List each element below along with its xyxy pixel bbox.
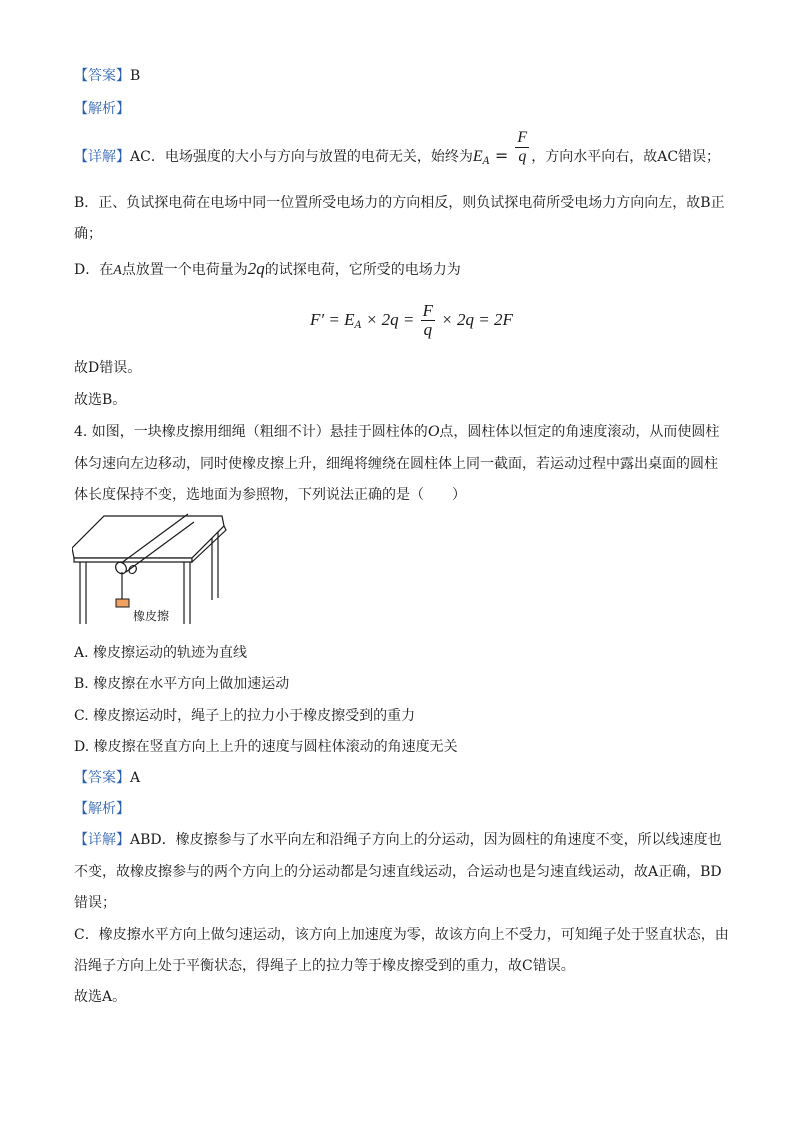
- ea-fraction: [515, 129, 529, 166]
- q4-stem1-point: O: [427, 423, 440, 440]
- formula-fraction: [421, 302, 435, 339]
- q3-d-charge: 2q: [247, 259, 265, 278]
- q3-detail-label: 【详解】: [74, 149, 130, 165]
- q3-b-line2: 确；: [74, 226, 102, 242]
- q4-stem1-text-b: 点，圆柱体以恒定的角速度滚动，从而使圆柱: [439, 424, 720, 440]
- q3-detail-ac: [74, 129, 721, 172]
- ea-fraction-num: F: [517, 129, 528, 146]
- q3-b-line1: B．正、负试探电荷在电场中同一位置所受电场力的方向相反，则负试探电荷所受电场力方向向左，故B正: [74, 195, 725, 211]
- q4-abd-line1: [74, 830, 722, 850]
- q4-option-c: C. 橡皮擦运动时，绳子上的拉力小于橡皮擦受到的重力: [74, 708, 416, 724]
- q4-choose: 故选A。: [74, 989, 127, 1005]
- q4-option-b: B. 橡皮擦在水平方向上做加速运动: [74, 676, 290, 692]
- table-cylinder-figure: [72, 512, 232, 628]
- q3-d-line: [74, 259, 461, 281]
- ea-subscript: A: [482, 156, 490, 167]
- q4-c-line1: C．橡皮擦水平方向上做匀速运动，该方向上加速度为零，故该方向上不受力，可知绳子处于竖直状态，由: [74, 927, 729, 943]
- formula-mid2: × 2q = 2F: [437, 310, 513, 329]
- force-formula: [310, 302, 513, 339]
- q4-abd-line2: 不变，故橡皮擦参与的两个方向上的分运动都是匀速直线运动，合运动也是匀速直线运动，故A正确，BD: [74, 864, 722, 880]
- figure-point-label: O: [128, 563, 138, 577]
- ea-equals: =: [489, 146, 514, 165]
- q3-d-text-a: D．在: [74, 262, 114, 278]
- ea-inline-equation: [472, 129, 531, 167]
- q3-analysis-label: 【解析】: [74, 101, 130, 117]
- q3-d-text-c: 的试探电荷，它所受的电场力为: [264, 262, 461, 278]
- q4-abd-text1: ABD．橡皮擦参与了水平向左和沿绳子方向上的分运动，因为圆柱的角速度不变，所以线速度也: [130, 832, 722, 848]
- q4-answer-line: [74, 768, 140, 788]
- q3-d-conclusion: 故D错误。: [74, 360, 142, 376]
- q4-answer-value: A: [130, 770, 141, 786]
- q4-stem-line3: 体长度保持不变，选地面为参照物，下列说法正确的是（ ）: [74, 487, 466, 503]
- formula-fraction-den: q: [423, 320, 433, 339]
- q4-detail-label: 【详解】: [74, 832, 130, 848]
- q3-choose: 故选B。: [74, 392, 127, 408]
- formula-fraction-num: F: [422, 301, 434, 320]
- q3-d-text-b: 点放置一个电荷量为: [121, 262, 248, 278]
- q4-option-a: A. 橡皮擦运动的轨迹为直线: [74, 645, 248, 661]
- q4-analysis-label: 【解析】: [74, 801, 130, 817]
- q4-abd-line3: 错误；: [74, 895, 116, 911]
- figure-eraser-label: 橡皮擦: [133, 609, 170, 623]
- ea-fraction-den: q: [518, 148, 527, 165]
- q4-answer-label: 【答案】: [74, 770, 130, 786]
- q4-c-line2: 沿绳子方向上处于平衡状态，得绳子上的拉力等于橡皮擦受到的重力，故C错误。: [74, 958, 575, 974]
- q3-detail-ac-text-b: ，方向水平向右，故AC错误；: [531, 149, 721, 165]
- formula-mid1: × 2q =: [361, 310, 419, 329]
- q3-d-point: A: [113, 263, 122, 278]
- q3-answer-value: B: [130, 68, 141, 84]
- q4-stem1-text-a: 4. 如图，一块橡皮擦用细绳（粗细不计）悬挂于圆柱体的: [74, 424, 428, 440]
- eraser-shape: [116, 599, 129, 607]
- q3-detail-ac-text-a: AC．电场强度的大小与方向与放置的电荷无关，始终为: [130, 149, 473, 165]
- q4-stem-line2: 体匀速向左边移动，同时使橡皮擦上升，细绳将缠绕在圆柱体上同一截面，若运动过程中露出桌面的圆柱: [74, 456, 718, 472]
- formula-subscript: A: [354, 320, 362, 331]
- formula-left: F′ = E: [310, 310, 355, 329]
- q4-stem-line1: [74, 422, 719, 442]
- ea-symbol: E: [472, 148, 483, 165]
- table-top-front: [74, 558, 192, 562]
- q4-option-d: D. 橡皮擦在竖直方向上上升的速度与圆柱体滚动的角速度无关: [74, 739, 458, 755]
- q3-answer-line: [74, 66, 140, 86]
- q3-answer-label: 【答案】: [74, 68, 130, 84]
